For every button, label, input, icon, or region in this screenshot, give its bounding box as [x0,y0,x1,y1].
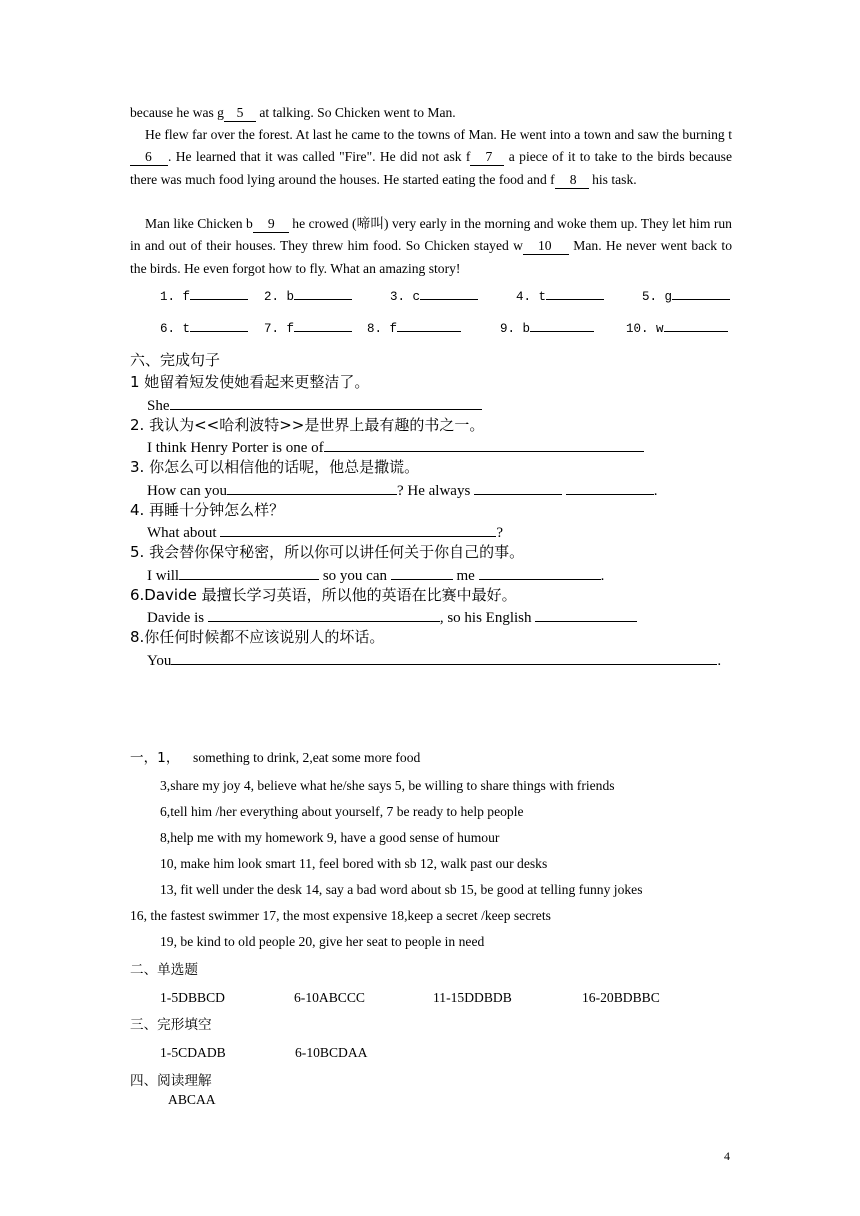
blank-8: 8 [555,172,589,189]
answer-item: 11-15DDBDB [433,990,512,1005]
answer-line: 10, make him look smart 11, feel bored with sb 12, walk past our desks [160,856,548,871]
answer-item: 1-5CDADB [160,1045,226,1060]
blank-item: 2. b [264,286,352,304]
blank-item: 3. c [390,286,478,304]
blank-item: 1. f [160,286,248,304]
sentence-1-en: She [147,394,482,417]
sentence-4-zh: 4. 再睡十分钟怎么样？ [130,501,285,519]
blank-7: 7 [470,149,504,166]
answer-line: 16, the fastest swimmer 17, the most expensive 18,keep a secret /keep secrets [130,908,551,923]
answer-item: 16-20BDBBC [582,990,660,1005]
blank-item: 5. g [642,286,730,304]
text: Man like Chicken b [145,216,253,231]
text: he crowed (啼叫) very early in the morning and woke them up. They let him run in and out of their houses. They threw him food. So Chicken stayed w [130,216,732,254]
blank-item: 7. f [264,318,352,336]
text: a piece of it to take to the birds because there was much food lying around the houses. He started eating the food and f [130,149,732,187]
sentence-5-zh: 5. 我会替你保守秘密，所以你可以讲任何关于你自己的事。 [130,543,525,561]
passage-paragraph-2 [130,124,732,191]
sentence-6-zh: 6.Davide 最擅长学习英语，所以他的英语在比赛中最好。 [130,586,517,604]
answer-item: 1-5DBBCD [160,990,225,1005]
text: his task. [588,171,637,187]
text: because he was g [130,105,224,120]
sentence-6-en: Davide is , so his English [147,606,637,629]
text: at talking. So Chicken went to Man. [255,105,456,120]
passage-line-1 [130,103,456,123]
text: Man. He never went back to the birds. He even forgot how to fly. What an amazing story! [130,238,732,276]
answer-line: 19, be kind to old people 20, give her seat to people in need [160,934,485,949]
text: He flew far over the forest. At last he came to the towns of Man. He went into a town and saw the burning t [145,127,732,142]
sentence-3-en: How can you ? He always . [147,479,658,502]
sentence-2-en: I think Henry Porter is one of [147,436,644,459]
answer-line: 13, fit well under the desk 14, say a bad word about sb 15, be good at telling funny jokes [160,882,643,897]
answer-line: 8,help me with my homework 9, have a good sense of humour [160,830,500,845]
sentence-5-en: I will so you can me . [147,564,604,587]
answers-section-3-title: 三、完形填空 [130,1017,212,1033]
answer-item: 6-10ABCCC [294,990,366,1005]
text: . He learned that it was called "Fire". He did not ask f [168,149,471,165]
blank-item: 10. w [626,318,728,336]
sentence-4-en: What about ? [147,521,503,544]
sentence-8-zh: 8.你任何时候都不应该说别人的坏话。 [130,628,385,646]
answer-text: something to drink, 2,eat some more food [193,750,421,765]
passage-paragraph-3 [130,213,732,280]
answer-item: 6-10BCDAA [295,1045,368,1060]
blank-9: 9 [253,216,289,233]
sentence-8-en: You . [147,649,721,672]
answers-section-2-title: 二、单选题 [130,962,198,978]
sentence-1-zh: 1 她留着短发使她看起来更整洁了。 [130,373,370,391]
answer-line: 3,share my joy 4, believe what he/she says 5, be willing to share things with friends [160,778,615,793]
blank-6: 6 [130,149,168,166]
blank-item: 8. f [367,318,461,336]
answers-section-4-title: 四、阅读理解 [130,1073,212,1089]
sentence-2-zh: 2. 我认为<<哈利波特>>是世界上最有趣的书之一。 [130,416,485,434]
blank-item: 9. b [500,318,594,336]
blank-10: 10 [523,238,569,255]
answer-line: 6,tell him /her everything about yourself, 7 be ready to help people [160,804,524,819]
blank-5: 5 [224,105,256,122]
sentence-3-zh: 3. 你怎么可以相信他的话呢，他总是撒谎。 [130,458,420,476]
blank-item: 6. t [160,318,248,336]
answers-section-1-title: 一，1， [130,750,180,766]
answers-section-1-line-1 [130,748,420,768]
section-6-title: 六、完成句子 [130,351,221,369]
blank-item: 4. t [516,286,604,304]
page-number: 4 [724,1149,730,1163]
answer-item: ABCAA [168,1092,216,1107]
